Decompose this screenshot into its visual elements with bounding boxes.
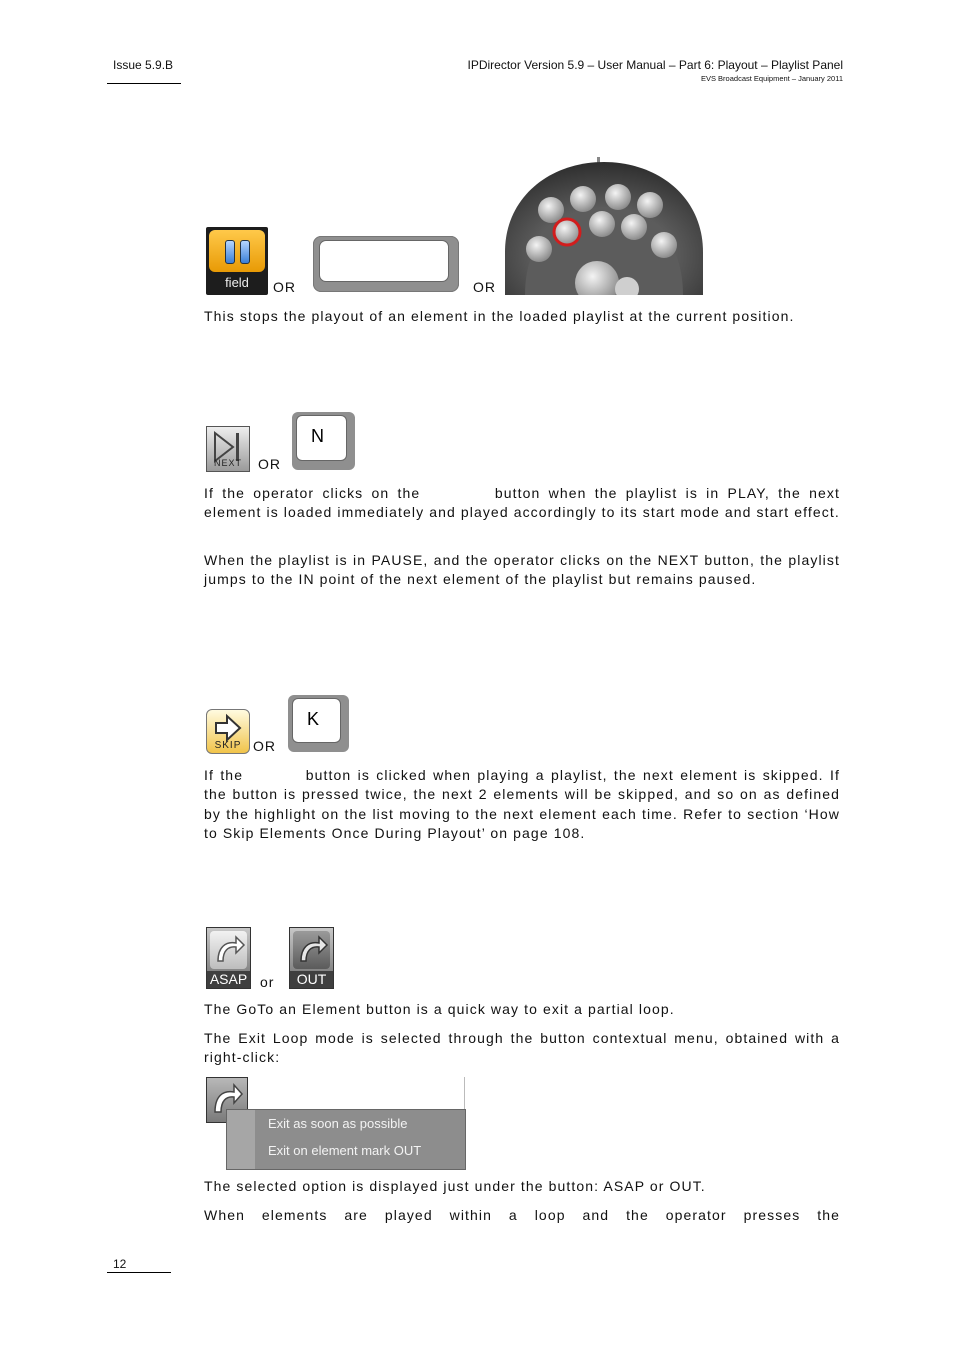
menu-item-exit-asap[interactable]: Exit as soon as possible [268, 1116, 408, 1131]
or-text: OR [273, 279, 296, 295]
next-description-2: When the playlist is in PAUSE, and the operator clicks on the NEXT button, the playlist jumps to the IN point of the next element of the playlist but remains paused. [204, 552, 840, 588]
goto-description-4: When elements are played within a loop and the operator presses the [204, 1207, 840, 1223]
goto-description-3: The selected option is displayed just under the button: ASAP or OUT. [204, 1178, 706, 1194]
or-text: OR [258, 456, 281, 472]
pause-description: This stops the playout of an element in the loaded playlist at the current position. [204, 308, 795, 324]
n-key-icon [292, 412, 355, 470]
next-description-1: If the operator clicks on the button when the playlist is in PLAY, the next element is loaded immediately and played accordingly to its start mode and start effect. [204, 485, 840, 521]
out-label: OUT [290, 971, 333, 988]
page-number: 12 [113, 1257, 127, 1271]
pause-icon-label: field [225, 275, 249, 290]
spacebar-key-icon [313, 236, 459, 292]
context-menu-screenshot [206, 1077, 464, 1168]
goto-description-1: The GoTo an Element button is a quick way to exit a partial loop. [204, 1001, 675, 1017]
skip-description: If the button is clicked when playing a playlist, the next element is skipped. If the button is pressed twice, the next 2 elements will be skipped, and so on as defined by the highlight on the list moving to the next element each time. Refer to section ‘How to Skip Elements Once During Playout’ on page 108. [204, 767, 840, 841]
or-text: OR [473, 279, 496, 295]
skip-icon-label: SKIP [214, 740, 242, 751]
asap-label: ASAP [207, 971, 250, 988]
skip-icon [206, 709, 250, 754]
footer-rule [107, 1272, 171, 1273]
header-subtitle: EVS Broadcast Equipment – January 2011 [700, 74, 843, 83]
goto-asap-icon [206, 927, 251, 989]
or-text: OR [253, 738, 276, 754]
goto-out-icon [289, 927, 334, 989]
pause-field-icon [206, 227, 268, 295]
remote-controller-image [505, 157, 703, 295]
issue-label: Issue 5.9.B [113, 58, 174, 72]
header-rule [107, 83, 181, 84]
menu-item-exit-mark-out[interactable]: Exit on element mark OUT [268, 1143, 422, 1158]
k-key-icon [288, 695, 349, 752]
k-key-label: K [307, 709, 320, 729]
next-icon-label: NEXT [213, 458, 242, 468]
header-title: IPDirector Version 5.9 – User Manual – Part 6: Playout – Playlist Panel [467, 58, 843, 72]
or-text: or [260, 974, 275, 990]
goto-description-2: The Exit Loop mode is selected through the button contextual menu, obtained with a right-click: [204, 1030, 840, 1066]
n-key-label: N [311, 426, 324, 446]
next-icon [206, 426, 250, 472]
